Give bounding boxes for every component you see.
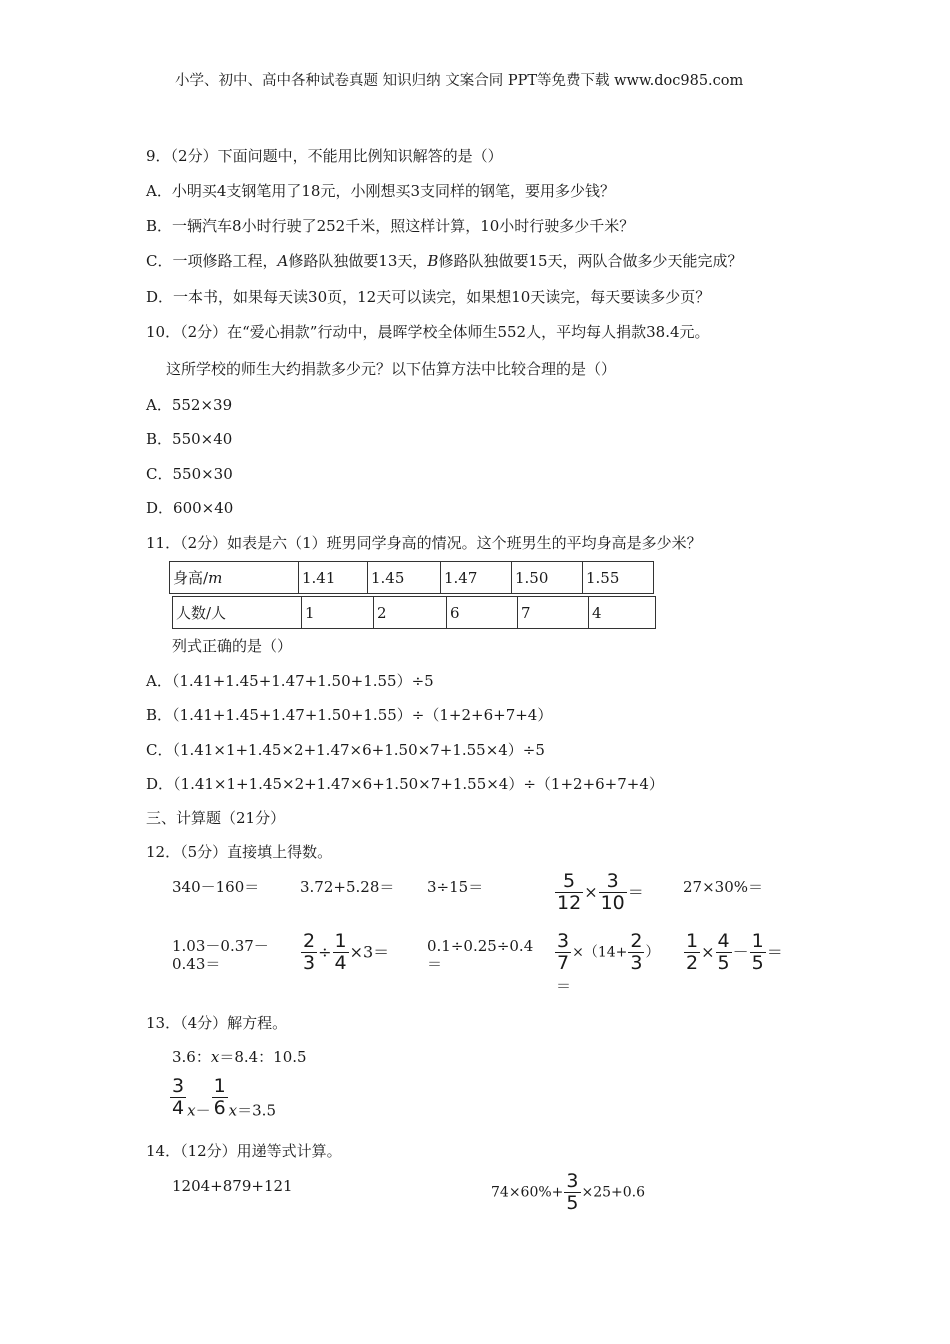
q12-expr-2: 3.72+5.28＝ [300, 878, 395, 896]
height-cell: 1.45 [368, 562, 441, 594]
q14-expr-1: 1204+879+121 [172, 1177, 293, 1195]
q12-expr-6-line2: 0.43＝ [172, 955, 221, 973]
table-row-heights [170, 562, 654, 594]
q9-stem: 9．（2分）下面问题中，不能用比例知识解答的是（） [146, 147, 503, 165]
row-label-height: 身高/m [170, 562, 299, 594]
count-cell: 4 [589, 597, 656, 629]
q13-equation-2: $\frac{3}{4}$ x－ $\frac{1}{6}$ x＝3.5 [172, 1075, 276, 1120]
q11-prompt: 列式正确的是（） [172, 637, 293, 655]
q11-stem: 11．（2分）如表是六（1）班男同学身高的情况。这个班男生的平均身高是多少米？ [146, 534, 702, 552]
q12-expr-5: 27×30%＝ [683, 878, 763, 896]
height-cell: 1.50 [512, 562, 583, 594]
height-cell: 1.41 [299, 562, 368, 594]
q9-option-c: C．一项修路工程，A修路队独做要13天，B修路队独做要15天，两队合做多少天能完成？ [146, 252, 743, 270]
q11-option-d: D．（1.41×1+1.45×2+1.47×6+1.50×7+1.55×4）÷（1+2+6+7+4） [146, 775, 664, 793]
q11-option-c: C．（1.41×1+1.45×2+1.47×6+1.50×7+1.55×4）÷5 [146, 741, 545, 759]
count-cell: 7 [518, 597, 589, 629]
section-title: 三、计算题（21分） [146, 809, 286, 827]
q12-expr-8-line1: 0.1÷0.25÷0.4 [427, 937, 534, 955]
q10-option-b: B．550×40 [146, 430, 233, 448]
q12-expr-9: $\frac{3}{7}$ ×（14+ $\frac{2}{3}$ ） [557, 930, 660, 974]
page-header: 小学、初中、高中各种试卷真题 知识归纳 文案合同 PPT等免费下载 www.doc985.com [175, 73, 744, 89]
q9-option-b: B．一辆汽车8小时行驶了252千米，照这样计算，10小时行驶多少千米？ [146, 217, 635, 235]
q10-option-a: A．552×39 [146, 396, 233, 414]
q10-stem-line2: 这所学校的师生大约捐款多少元？以下估算方法中比较合理的是（） [166, 360, 617, 378]
q12-stem: 12．（5分）直接填上得数。 [146, 843, 333, 861]
q9-option-a: A．小明买4支钢笔用了18元，小刚想买3支同样的钢笔，要用多少钱？ [146, 182, 616, 200]
q12-expr-7: $\frac{2}{3}$ ÷ $\frac{1}{4}$ ×3＝ [303, 930, 390, 974]
q10-stem-line1: 10．（2分）在“爱心捐款”行动中，晨晖学校全体师生552人，平均每人捐款38.4元。 [146, 323, 710, 341]
count-cell: 1 [302, 597, 374, 629]
q11-option-a: A．（1.41+1.45+1.47+1.50+1.55）÷5 [146, 672, 434, 690]
height-table [169, 561, 654, 594]
q10-option-d: D．600×40 [146, 499, 234, 517]
row-label-count: 人数/人 [173, 597, 302, 629]
height-cell: 1.55 [583, 562, 654, 594]
q13-stem: 13．（4分）解方程。 [146, 1014, 288, 1032]
height-cell: 1.47 [441, 562, 512, 594]
count-cell: 2 [374, 597, 447, 629]
count-cell: 6 [447, 597, 518, 629]
q10-option-c: C．550×30 [146, 465, 233, 483]
count-table [172, 596, 656, 629]
q12-expr-3: 3÷15＝ [427, 878, 484, 896]
q12-expr-8-line2: ＝ [427, 955, 443, 973]
q12-expr-1: 340－160＝ [172, 878, 260, 896]
q13-equation-1: 3.6：x＝8.4：10.5 [172, 1048, 307, 1066]
q12-expr-9-equals: ＝ [556, 977, 572, 995]
table-row-counts [173, 597, 656, 629]
q12-expr-4: $\frac{5}{12}$ × $\frac{3}{10}$ ＝ [557, 870, 644, 914]
q11-option-b: B．（1.41+1.45+1.47+1.50+1.55）÷（1+2+6+7+4） [146, 706, 553, 724]
q14-expr-2: 74×60%+ $\frac{3}{5}$ ×25+0.6 [491, 1170, 646, 1214]
q9-option-d: D．一本书，如果每天读30页，12天可以读完，如果想10天读完，每天要读多少页？ [146, 288, 711, 306]
q12-expr-6-line1: 1.03－0.37－ [172, 937, 269, 955]
q14-stem: 14．（12分）用递等式计算。 [146, 1142, 342, 1160]
q12-expr-10: $\frac{1}{2}$ × $\frac{4}{5}$ － $\frac{1}{5}$ ＝ [686, 930, 783, 974]
